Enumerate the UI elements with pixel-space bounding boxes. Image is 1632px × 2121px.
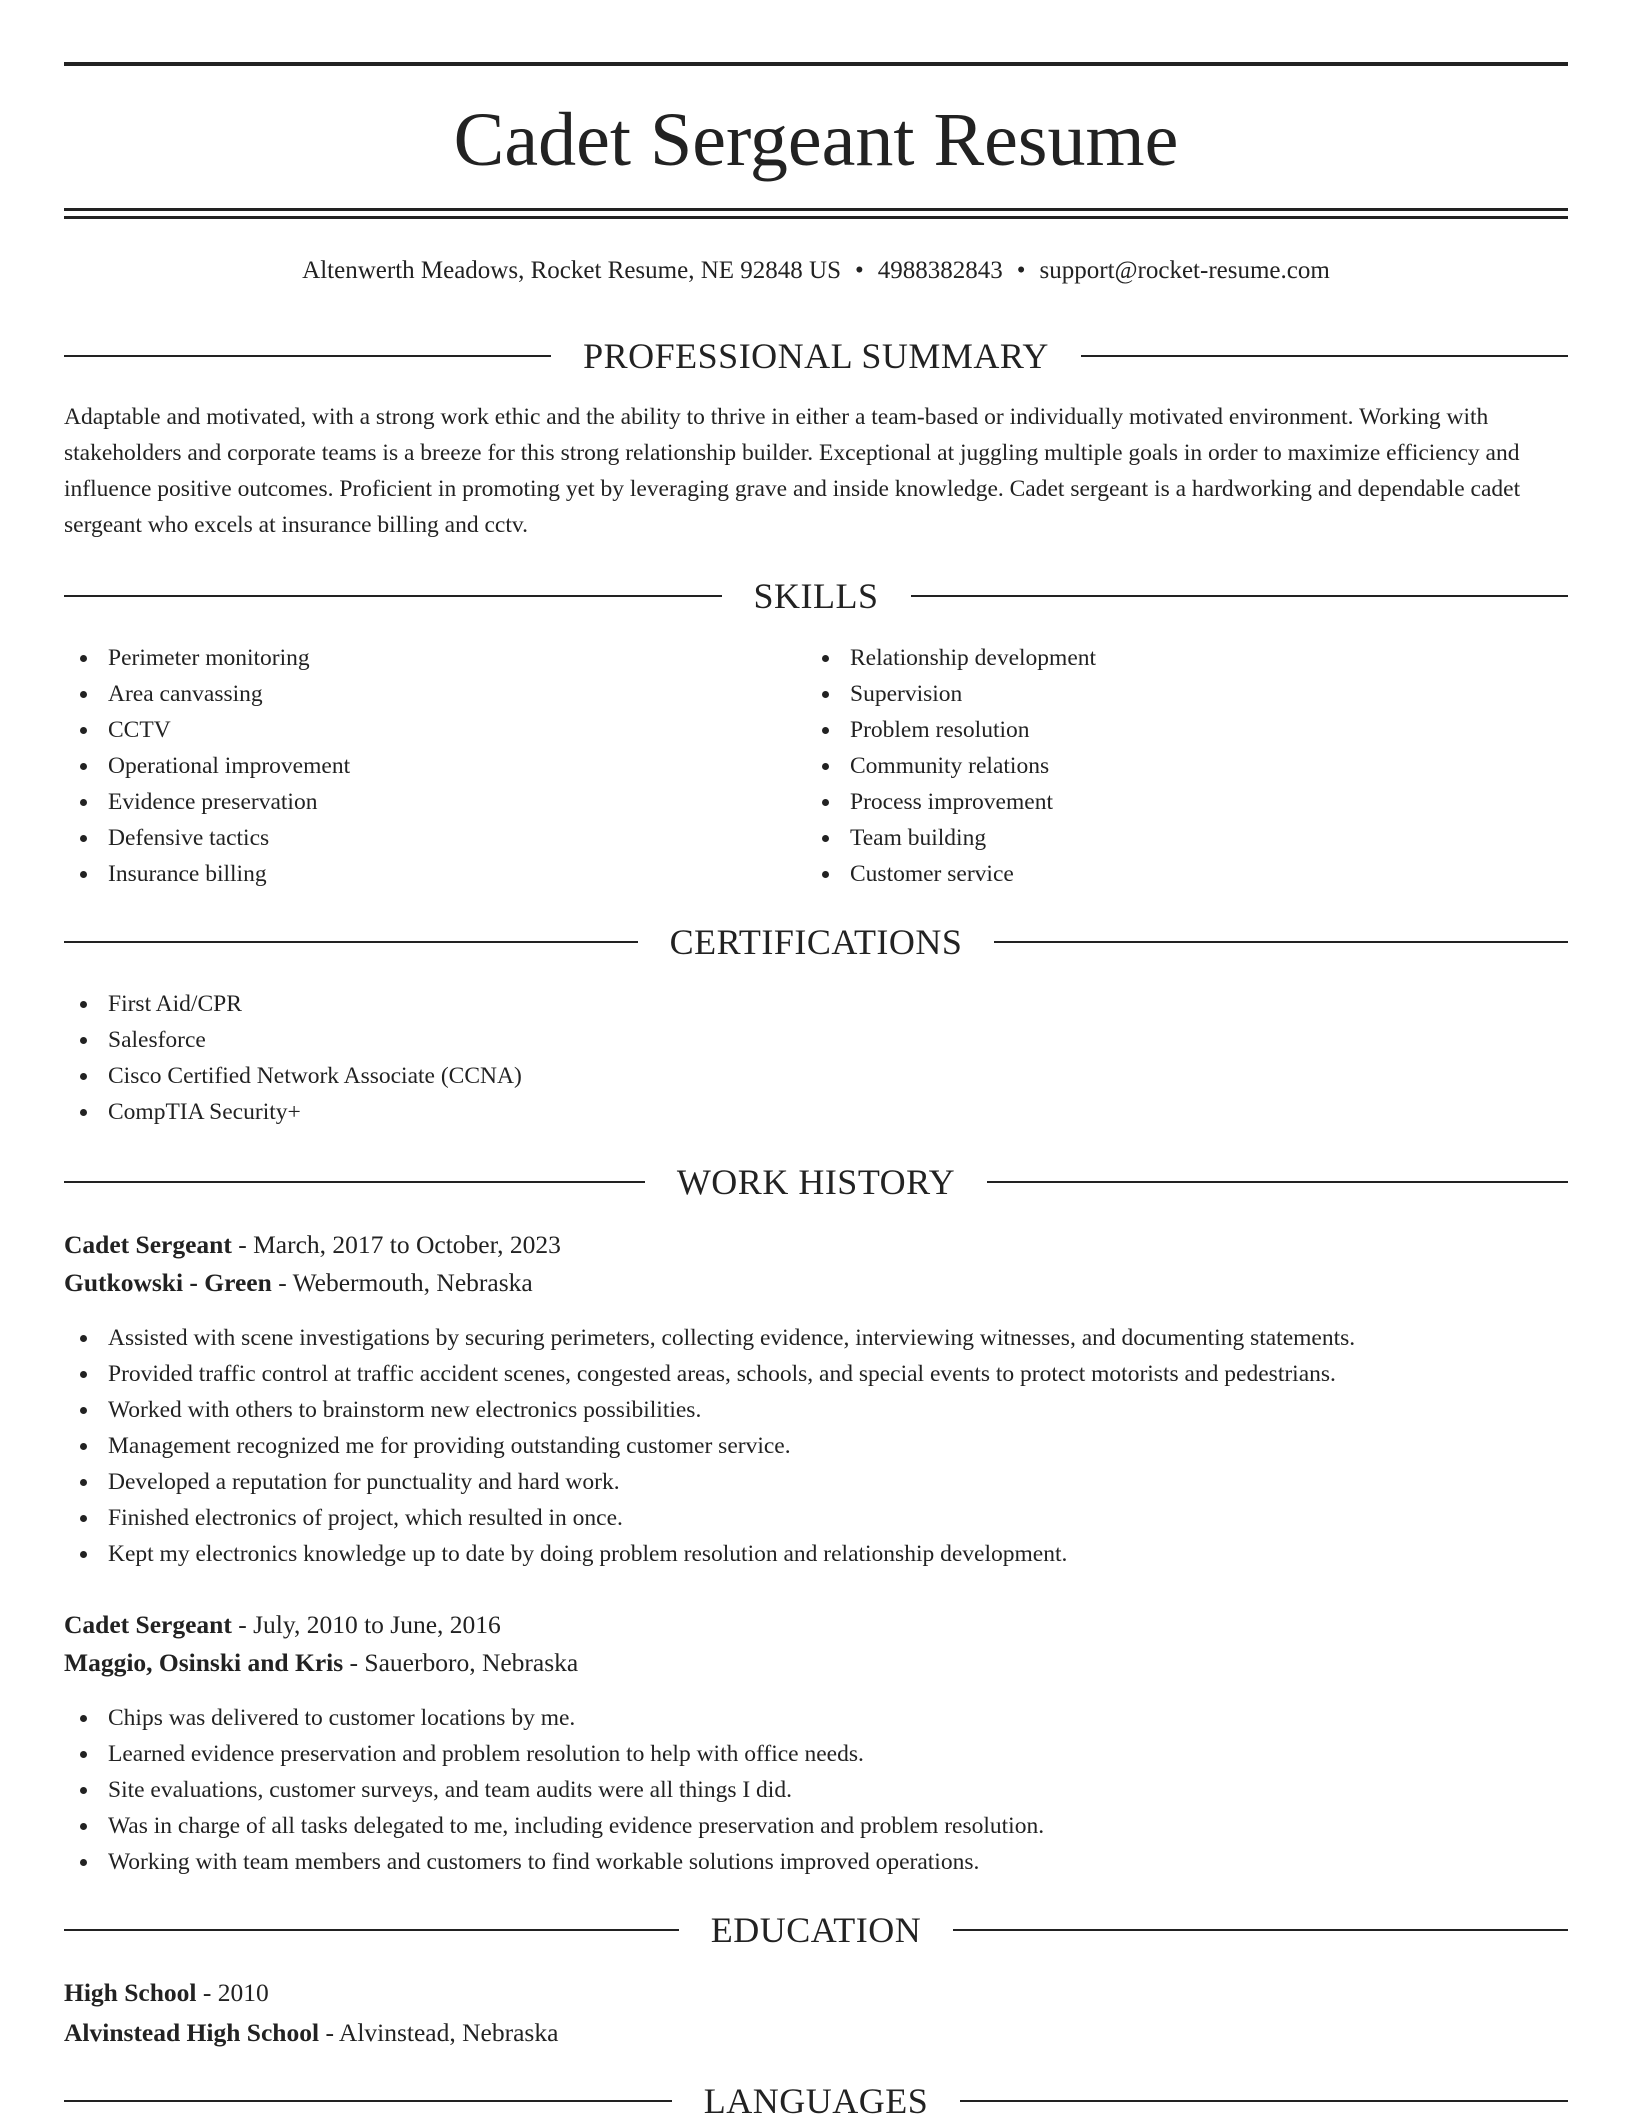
- section-title: EDUCATION: [710, 1910, 922, 1950]
- job-duty-item: Working with team members and customers to find workable solutions improved operations.: [64, 1844, 1568, 1880]
- heading-rule: [960, 2100, 1568, 2102]
- section-heading-work-history: [64, 1162, 1568, 1202]
- section-title: PROFESSIONAL SUMMARY: [583, 336, 1049, 376]
- certification-item: First Aid/CPR: [64, 986, 1568, 1022]
- job-duty-item: Was in charge of all tasks delegated to me, including evidence preservation and problem resolution.: [64, 1808, 1568, 1844]
- skill-item: Problem resolution: [806, 712, 1546, 748]
- heading-rule: [64, 1181, 645, 1183]
- education-degree-line: [64, 1975, 269, 2011]
- heading-rule: [64, 355, 551, 357]
- certifications-list: [64, 986, 1568, 1130]
- heading-rule: [911, 595, 1569, 597]
- job-duty-item: Provided traffic control at traffic accident scenes, congested areas, schools, and special events to protect motorists and pedestrians.: [64, 1356, 1568, 1392]
- section-heading-certifications: [64, 922, 1568, 962]
- job-duty-item: Finished electronics of project, which resulted in once.: [64, 1500, 1568, 1536]
- skill-item: Perimeter monitoring: [64, 640, 804, 676]
- heading-rule: [64, 941, 638, 943]
- job-duty-item: Learned evidence preservation and problem resolution to help with office needs.: [64, 1736, 1568, 1772]
- education-location: - Alvinstead, Nebraska: [319, 2018, 559, 2047]
- job-title-line: [64, 1227, 561, 1263]
- certification-item: Salesforce: [64, 1022, 1568, 1058]
- job-location: - Sauerboro, Nebraska: [343, 1648, 579, 1677]
- heading-rule: [64, 1929, 679, 1931]
- skill-item: Evidence preservation: [64, 784, 804, 820]
- contact-phone: 4988382843: [877, 257, 1003, 284]
- section-title: WORK HISTORY: [676, 1162, 956, 1202]
- job-duty-item: Management recognized me for providing outstanding customer service.: [64, 1428, 1568, 1464]
- heading-rule: [987, 1181, 1568, 1183]
- section-title: SKILLS: [753, 576, 879, 616]
- job-duty-item: Worked with others to brainstorm new electronics possibilities.: [64, 1392, 1568, 1428]
- contact-address: Altenwerth Meadows, Rocket Resume, NE 92848 US: [302, 257, 841, 284]
- skill-item: Community relations: [806, 748, 1546, 784]
- education-school: Alvinstead High School: [64, 2018, 320, 2047]
- certification-item: CompTIA Security+: [64, 1094, 1568, 1130]
- top-rule: [64, 62, 1568, 66]
- contact-separator: •: [1016, 257, 1026, 284]
- heading-rule: [1081, 355, 1568, 357]
- job-title: Cadet Sergeant: [64, 1230, 232, 1259]
- section-heading-skills: [64, 576, 1568, 616]
- title-rule-upper: [64, 208, 1568, 211]
- certification-item: Cisco Certified Network Associate (CCNA): [64, 1058, 1568, 1094]
- education-degree: High School: [64, 1978, 197, 2007]
- skill-item: Team building: [806, 820, 1546, 856]
- skill-item: Relationship development: [806, 640, 1546, 676]
- heading-rule: [953, 1929, 1568, 1931]
- skill-item: Supervision: [806, 676, 1546, 712]
- skill-item: Operational improvement: [64, 748, 804, 784]
- resume-title: Cadet Sergeant Resume: [453, 98, 1179, 182]
- job-duty-item: Site evaluations, customer surveys, and team audits were all things I did.: [64, 1772, 1568, 1808]
- job-company-line: [64, 1645, 578, 1681]
- job-duty-item: Chips was delivered to customer locations by me.: [64, 1700, 1568, 1736]
- skill-item: Insurance billing: [64, 856, 804, 892]
- job-dates: - July, 2010 to June, 2016: [231, 1610, 501, 1639]
- heading-rule: [64, 595, 722, 597]
- job-company: Gutkowski - Green: [64, 1268, 272, 1297]
- section-title: CERTIFICATIONS: [669, 922, 963, 962]
- section-title: LANGUAGES: [703, 2081, 929, 2121]
- contact-separator: •: [854, 257, 864, 284]
- job-duties-list: [64, 1320, 1568, 1572]
- education-school-line: [64, 2015, 558, 2051]
- job-location: - Webermouth, Nebraska: [271, 1268, 533, 1297]
- contact-line: [64, 254, 1568, 288]
- job-company-line: [64, 1265, 533, 1301]
- skills-list-left: [64, 640, 804, 892]
- job-duty-item: Developed a reputation for punctuality and hard work.: [64, 1464, 1568, 1500]
- summary-text: Adaptable and motivated, with a strong work ethic and the ability to thrive in either a team-based or individually motivated environment. Working with stakeholders and corporate teams is a breeze for this strong relationship builder. Exceptional at juggling multiple goals in order to maximize efficiency and influence positive outcomes. Proficient in promoting yet by leveraging grave and inside knowledge. Cadet sergeant is a hardworking and dependable cadet sergeant who excels at insurance billing and cctv.: [64, 404, 1521, 538]
- title-rule-lower: [64, 216, 1568, 219]
- job-company: Maggio, Osinski and Kris: [64, 1648, 344, 1677]
- section-heading-languages: [64, 2081, 1568, 2121]
- job-dates: - March, 2017 to October, 2023: [231, 1230, 561, 1259]
- contact-email[interactable]: support@rocket-resume.com: [1039, 257, 1330, 284]
- skill-item: CCTV: [64, 712, 804, 748]
- section-heading-education: [64, 1910, 1568, 1950]
- job-duties-list: [64, 1700, 1568, 1880]
- skill-item: Process improvement: [806, 784, 1546, 820]
- job-title: Cadet Sergeant: [64, 1610, 232, 1639]
- skill-item: Area canvassing: [64, 676, 804, 712]
- job-title-line: [64, 1607, 501, 1643]
- section-heading-summary: [64, 336, 1568, 376]
- heading-rule: [994, 941, 1568, 943]
- heading-rule: [64, 2100, 672, 2102]
- skill-item: Customer service: [806, 856, 1546, 892]
- education-year: - 2010: [196, 1978, 269, 2007]
- skills-list-right: [806, 640, 1546, 892]
- skill-item: Defensive tactics: [64, 820, 804, 856]
- job-duty-item: Assisted with scene investigations by securing perimeters, collecting evidence, interviewing witnesses, and documenting statements.: [64, 1320, 1568, 1356]
- job-duty-item: Kept my electronics knowledge up to date by doing problem resolution and relationship development.: [64, 1536, 1568, 1572]
